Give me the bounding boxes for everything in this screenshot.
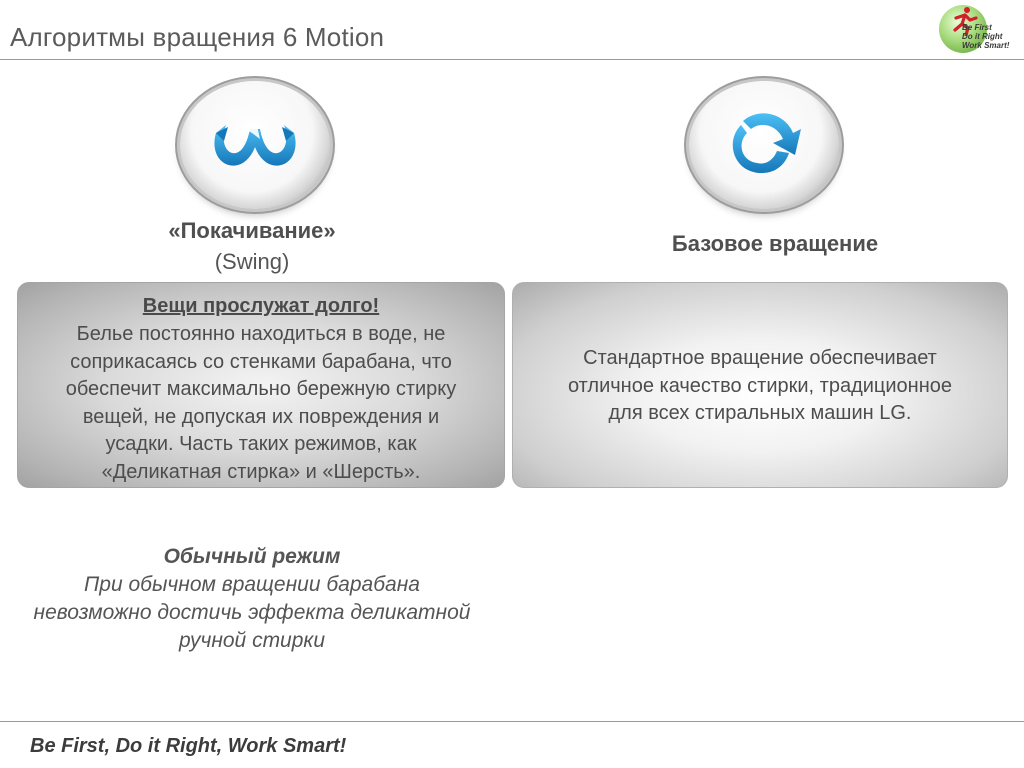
text-line: ручной стирки xyxy=(178,629,326,652)
text-line: обеспечит максимально бережную стирку xyxy=(65,378,457,400)
bottom-divider xyxy=(0,721,1024,722)
text-line: соприкасаясь со стенками барабана, что xyxy=(70,350,452,373)
text-line: «Деликатная стирка» и «Шерсть». xyxy=(101,460,421,483)
brand-logo xyxy=(936,2,1020,56)
swing-subtitle: (Swing) xyxy=(214,249,290,274)
swing-panel-text xyxy=(32,321,490,486)
text-line: Стандартное вращение обеспечивает xyxy=(583,347,937,369)
swing-title: «Покачивание» xyxy=(168,218,336,243)
swing-description-panel xyxy=(17,282,505,488)
footer-slogan: Be First, Do it Right, Work Smart! xyxy=(30,735,347,757)
logo-text xyxy=(962,23,1009,50)
rotation-arrow-icon xyxy=(689,81,839,209)
text-line: невозможно достичь эффекта деликатной xyxy=(33,601,471,624)
text-line: отличное качество стирки, традиционное xyxy=(568,374,952,397)
slide-title: Алгоритмы вращения 6 Motion xyxy=(10,22,385,52)
logo-line: Do it Right xyxy=(962,32,1003,41)
text-line: Белье постоянно находиться в воде, не xyxy=(76,323,446,345)
normal-mode-title: Обычный режим xyxy=(163,545,341,568)
top-divider xyxy=(0,59,1024,60)
text-line: При обычном вращении барабана xyxy=(84,573,420,596)
normal-mode-text xyxy=(10,571,494,655)
swing-panel-title: Вещи прослужат долго! xyxy=(142,295,380,317)
text-line: вещей, не допуская их повреждения и xyxy=(82,405,440,428)
swing-mode-button xyxy=(180,81,330,209)
logo-line: Be First xyxy=(962,23,992,32)
basic-rotation-title: Базовое вращение xyxy=(671,231,879,256)
basic-panel-text xyxy=(527,345,993,428)
swing-icon xyxy=(180,81,330,209)
text-line: для всех стиральных машин LG. xyxy=(608,402,912,424)
text-line: усадки. Часть таких режимов, как xyxy=(105,433,417,455)
basic-rotation-button xyxy=(689,81,839,209)
basic-rotation-description-panel xyxy=(512,282,1008,488)
logo-line: Work Smart! xyxy=(962,41,1010,50)
